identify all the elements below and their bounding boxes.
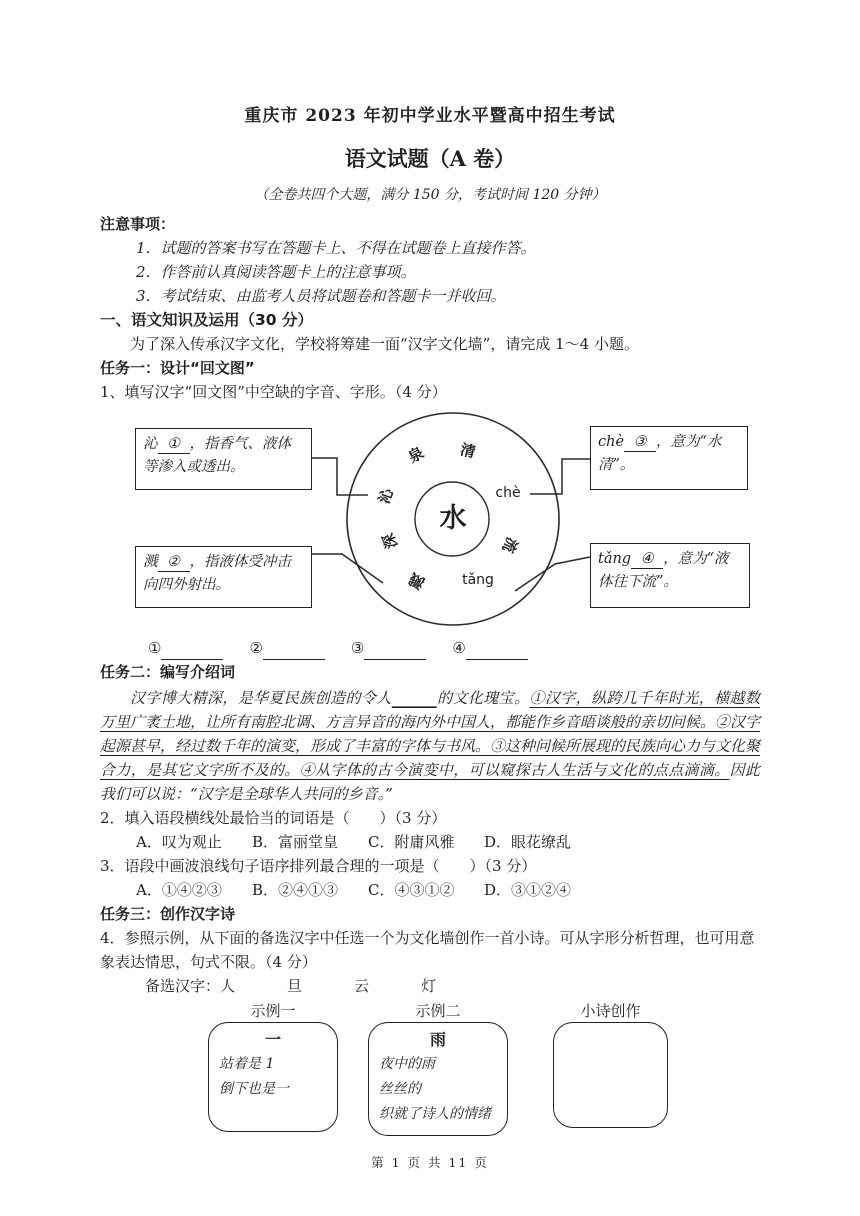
task-three-heading: 任务三：创作汉字诗 (100, 905, 236, 923)
blank-line (466, 641, 528, 660)
example-1-title: 一 (264, 1030, 281, 1049)
question-3-stem: 3．语段中画波浪线句子语序排列最合理的一项是（ ）（3 分） (100, 857, 537, 875)
option-b: B．富丽堂皇 (252, 833, 339, 851)
notice-section (100, 212, 760, 308)
candidate-char-yun: 云 (354, 977, 370, 995)
question-2-options (100, 830, 760, 854)
notice-item: 1．试题的答案书写在答题卡上、不得在试题卷上直接作答。 (136, 239, 536, 257)
callout-body: ，指液体受冲击向四外射出。 (143, 554, 291, 593)
ring-char-liu: 流 (498, 534, 522, 556)
callout-blank-4: ④ (631, 551, 663, 569)
callout-head: 沁 (143, 436, 158, 452)
intro-paragraph (100, 686, 760, 806)
candidate-chars-row (100, 974, 760, 998)
option-b: B．②④①③ (252, 881, 339, 899)
answer-blank-1 (148, 636, 223, 660)
option-d: D．③①②④ (484, 881, 572, 899)
question-3-options (100, 878, 760, 902)
callout-left-top (135, 428, 312, 490)
example-2-box (368, 1022, 508, 1136)
example-2-line: 夜中的雨 (379, 1056, 435, 1072)
poem-creation-box (553, 1022, 668, 1128)
page-footer: 第 1 页 共 11 页 (371, 1155, 489, 1170)
callout-blank-1: ① (158, 436, 190, 454)
notice-heading: 注意事项： (100, 215, 176, 233)
blank-line (263, 641, 325, 660)
answer-blank-3 (351, 636, 426, 660)
callout-blank-3: ③ (624, 434, 656, 452)
option-d: D．眼花缭乱 (484, 833, 572, 851)
huiwen-diagram (100, 408, 760, 626)
candidate-char-deng: 灯 (421, 977, 437, 995)
ring-char-qin: 沁 (375, 485, 397, 507)
option-c: C．④③①② (368, 881, 455, 899)
candidate-char-dan: 旦 (287, 977, 303, 995)
callout-blank-2: ② (158, 554, 190, 572)
blank-label: ② (249, 639, 263, 657)
callout-right-bottom (590, 543, 750, 608)
blank-label: ① (148, 639, 162, 657)
exam-info: （全卷共四个大题，满分 150 分，考试时间 120 分钟） (254, 187, 606, 203)
task-two-heading: 任务二：编写介绍词 (100, 663, 236, 681)
callout-body: ，意为“水清”。 (598, 434, 722, 473)
answer-blanks-row (100, 634, 760, 660)
blank-line (364, 641, 426, 660)
ring-pinyin-che: chè (495, 485, 521, 501)
page-title: 重庆市 2023 年初中学业水平暨高中招生考试 (244, 106, 616, 126)
callout-body: ，指香气、液体等渗入或透出。 (143, 436, 291, 475)
notice-item: 2．作答前认真阅读答题卡上的注意事项。 (136, 263, 416, 281)
section-one-intro: 为了深入传承汉字文化，学校将筹建一面“汉字文化墙”，请完成 1～4 小题。 (130, 335, 639, 353)
section-one-heading: 一、语文知识及运用（30 分） (100, 311, 313, 329)
callout-head: 溅 (143, 554, 158, 570)
ring-char-shen: 深 (378, 530, 402, 552)
paragraph-tail: 因此我们可以说：“汉字是全球华人共同的乡音。” (100, 761, 760, 803)
paragraph-blank: ______ (391, 689, 437, 707)
paper-subtitle: 语文试题（A 卷） (344, 146, 516, 171)
diagram-center-char: 水 (439, 503, 467, 534)
example-1-line: 站着是 1 (219, 1056, 275, 1072)
examples-section (100, 1000, 760, 1140)
task-one-heading: 任务一：设计“回文图” (100, 359, 255, 377)
ring-char-jian: 溅 (406, 569, 429, 593)
paragraph-wavy-sentences: ①汉字，纵跨几千年时光，横越数万里广袤土地，让所有南腔北调、方言异音的海内外中国人，都能作乡音晤谈般的亲切问候。②汉字起源甚早，经过数千年的演变，形成了丰富的字体与书风。③这种问候所展现的民族向心力与文化聚合力，是其它文字所不及的。④从字体的古今演变中，可以窥探古人生活与文化的点点滴滴。 (100, 689, 761, 779)
answer-blank-2 (249, 636, 324, 660)
example-1-box (208, 1022, 338, 1132)
notice-item: 3．考试结束、由监考人员将试题卷和答题卡一并收回。 (136, 287, 506, 305)
option-a: A．叹为观止 (136, 833, 222, 851)
callout-body: ，意为“液体往下流”。 (598, 551, 729, 590)
blank-label: ④ (452, 639, 466, 657)
example-1-line: 倒下也是一 (219, 1081, 289, 1097)
example-2-line: 织就了诗人的情绪 (379, 1106, 491, 1122)
ring-char-quan: 泉 (405, 443, 427, 467)
poem-creation-label: 小诗创作 (580, 1002, 641, 1020)
option-c: C．附庸风雅 (368, 833, 455, 851)
callout-left-bottom (135, 546, 312, 608)
callout-head: chè (598, 434, 625, 450)
paragraph-lead: 汉字博大精深，是华夏民族创造的令人 (130, 689, 392, 707)
candidates-label: 备选汉字： (145, 977, 221, 995)
blank-label: ③ (350, 639, 365, 657)
option-a: A．①④②③ (136, 881, 222, 899)
example-2-title: 雨 (429, 1030, 446, 1049)
ring-pinyin-tang: tǎng (462, 572, 494, 588)
example-2-label: 示例二 (415, 1002, 461, 1020)
ring-char-qing: 清 (458, 440, 478, 462)
question-2-stem: 2．填入语段横线处最恰当的词语是（ ）（3 分） (100, 809, 447, 827)
question-4: 4．参照示例，从下面的备选汉字中任选一个为文化墙创作一首小诗。可从字形分析哲理，也可用意象表达情思，句式不限。（4 分） (100, 929, 755, 971)
candidate-char-ren: 人 (220, 977, 236, 995)
example-2-line: 丝丝的 (379, 1081, 421, 1097)
example-1-label: 示例一 (250, 1002, 296, 1020)
paragraph-after-blank: 的文化瑰宝。 (436, 689, 530, 707)
blank-line (161, 641, 223, 660)
callout-head: tǎng (598, 551, 632, 567)
answer-blank-4 (452, 636, 527, 660)
question-1: 1、填写汉字“回文图”中空缺的字音、字形。（4 分） (100, 383, 447, 401)
callout-right-top (590, 426, 748, 490)
